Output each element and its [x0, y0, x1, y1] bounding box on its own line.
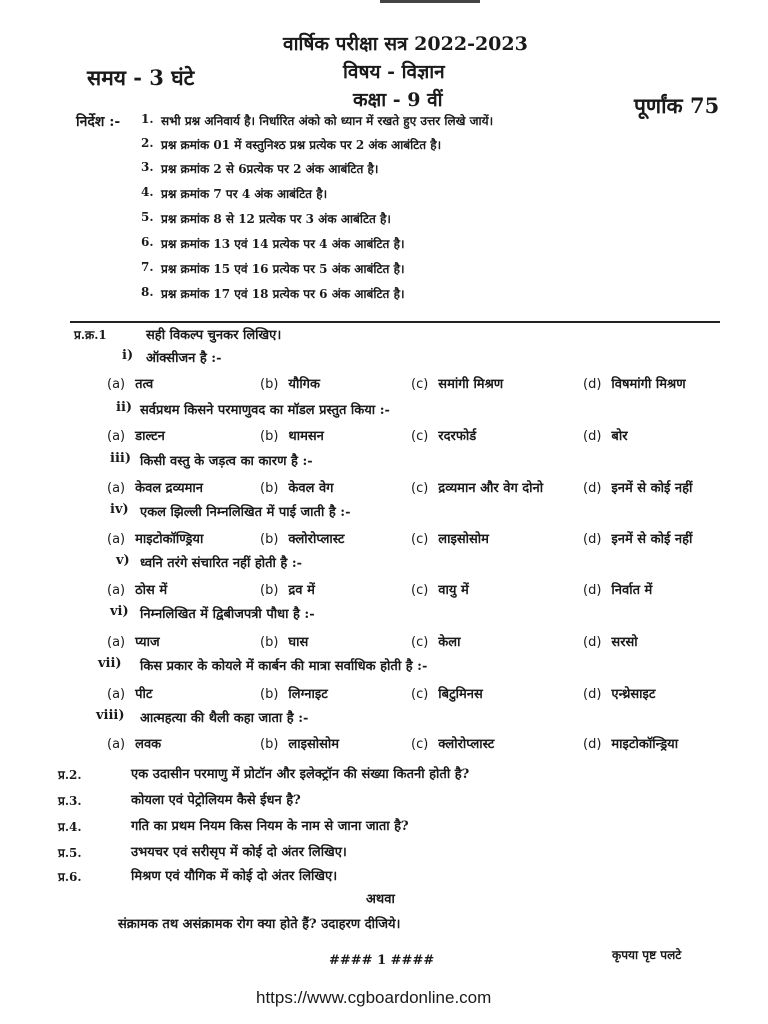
option [411, 529, 489, 547]
option [260, 529, 344, 547]
option-text: सरसो [611, 635, 638, 650]
option-letter: (c) [411, 429, 429, 444]
question-text: मिश्रण एवं यौगिक में कोई दो अंतर लिखिए। [131, 869, 338, 884]
option-letter: (b) [260, 635, 279, 650]
option-text: केवल वेग [288, 481, 334, 496]
option [107, 478, 203, 496]
instruction-number: 7. [141, 260, 154, 274]
option-letter: (d) [583, 737, 602, 752]
class-label: कक्षा - 9 वीं [353, 89, 443, 111]
top-edge-mark [380, 0, 480, 3]
option-letter: (c) [411, 532, 429, 547]
option-letter: (b) [260, 481, 279, 496]
option [107, 734, 161, 752]
option [583, 734, 678, 752]
option-letter: (d) [583, 429, 602, 444]
question-number: प्र.6. [58, 870, 82, 884]
subquestion-number: viii) [96, 708, 125, 723]
subquestion-number: ii) [116, 400, 133, 415]
exam-title: वार्षिक परीक्षा सत्र 2022-2023 [283, 33, 528, 55]
instructions-label: निर्देश :- [76, 114, 121, 130]
option-letter: (b) [260, 583, 279, 598]
instruction-text: प्रश्न क्रमांक 01 में वस्तुनिश्ठ प्रश्न प्रत्येक पर 2 अंक आबंटित है। [161, 138, 442, 152]
option [411, 374, 503, 392]
subquestion-text: ऑक्सीजन है :- [146, 351, 222, 366]
question-number: प्र.5. [58, 846, 82, 860]
option [411, 580, 469, 598]
instruction-number: 8. [141, 285, 154, 299]
subquestion-text: किसी वस्तु के जड़त्व का कारण है :- [140, 454, 313, 469]
option [583, 684, 655, 702]
option-letter: (d) [583, 532, 602, 547]
instruction-text: प्रश्न क्रमांक 15 एवं 16 प्रत्येक पर 5 अंक आबंटित है। [161, 262, 405, 276]
option-text: इनमें से कोई नहीं [611, 532, 693, 547]
option-text: वायु में [438, 583, 469, 598]
option-letter: (b) [260, 377, 279, 392]
instruction-text: प्रश्न क्रमांक 2 से 6प्रत्येक पर 2 अंक आबंटित है। [161, 162, 379, 176]
option [411, 684, 483, 702]
website-url: https://www.cgboardonline.com [256, 988, 492, 1007]
option [107, 684, 152, 702]
option-text: घास [288, 635, 309, 650]
option [411, 632, 460, 650]
subquestion-number: i) [122, 348, 134, 363]
option-letter: (a) [107, 481, 126, 496]
option [583, 580, 652, 598]
option-letter: (b) [260, 429, 279, 444]
option-text: थामसन [288, 429, 324, 444]
option-text: केवल द्रव्यमान [135, 481, 203, 496]
option-text: एन्थ्रेसाइट [611, 687, 656, 702]
option-letter: (c) [411, 377, 429, 392]
or-question: संक्रामक तथ असंक्रामक रोग क्या होते हैं? उदाहरण दीजिये। [118, 917, 401, 932]
option [107, 374, 153, 392]
option-letter: (d) [583, 635, 602, 650]
option-text: निर्वात में [611, 583, 653, 598]
question-number: प्र.3. [58, 794, 82, 808]
option-text: बोर [611, 429, 628, 444]
subquestion-number: vii) [98, 656, 122, 671]
option [107, 426, 165, 444]
option-letter: (c) [411, 635, 429, 650]
instruction-number: 2. [141, 136, 154, 150]
option-text: समांगी मिश्रण [438, 377, 504, 392]
option-letter: (c) [411, 583, 429, 598]
option-text: प्याज [135, 635, 160, 650]
option-letter: (a) [107, 687, 126, 702]
instruction-text: प्रश्न क्रमांक 7 पर 4 अंक आबंटित है। [161, 187, 328, 201]
subquestion-number: vi) [110, 604, 129, 619]
option-text: लवक [135, 737, 162, 752]
option-text: ठोस में [135, 583, 168, 598]
option-text: रदरफोर्ड [438, 429, 477, 444]
option-text: डाल्टन [135, 429, 165, 444]
subquestion-number: v) [116, 553, 130, 568]
option-text: लाइसोसोम [288, 737, 340, 752]
option [260, 580, 315, 598]
option [260, 374, 320, 392]
option-text: तत्व [135, 377, 154, 392]
time-label: समय - 3 घंटे [87, 65, 195, 90]
option [583, 374, 686, 392]
option-letter: (a) [107, 635, 126, 650]
subquestion-text: एकल झिल्ली निम्नलिखित में पाई जाती है :- [140, 505, 351, 520]
option-letter: (c) [411, 737, 429, 752]
subquestion-text: सर्वप्रथम किसने परमाणुवद का मॉडल प्रस्तुत किया :- [140, 403, 390, 418]
question-text: एक उदासीन परमाणु में प्रोटॉन और इलेक्ट्रॉन की संख्या कितनी होती है? [131, 767, 470, 782]
instruction-number: 1. [141, 112, 154, 126]
option-text: द्रव्यमान और वेग दोनो [438, 481, 544, 496]
page-number: #### 1 #### [329, 953, 435, 968]
option-text: क्लोरोप्लास्ट [438, 737, 495, 752]
divider [70, 321, 720, 323]
max-marks-label: पूर्णांक 75 [634, 93, 720, 118]
option-letter: (d) [583, 377, 602, 392]
subject-label: विषय - विज्ञान [343, 61, 445, 83]
option [107, 632, 160, 650]
option-letter: (a) [107, 737, 126, 752]
option-text: लाइसोसोम [438, 532, 489, 547]
option [411, 734, 494, 752]
option [583, 529, 692, 547]
option-text: द्रव में [288, 583, 315, 598]
option-text: माइटोकॉन्ड्रिया [611, 737, 679, 752]
option [583, 478, 692, 496]
subquestion-text: निम्नलिखित में द्विबीजपत्री पौधा है :- [140, 607, 315, 622]
option [260, 684, 328, 702]
option-letter: (c) [411, 687, 429, 702]
option [107, 580, 167, 598]
option-letter: (b) [260, 532, 279, 547]
q1-number: प्र.क्र.1 [74, 328, 107, 342]
option-letter: (c) [411, 481, 429, 496]
instruction-text: सभी प्रश्न अनिवार्य है। निर्धारित अंको को ध्यान में रखते हुए उत्तर लिखे जायें। [161, 114, 494, 128]
option [260, 632, 308, 650]
subquestion-number: iii) [110, 451, 131, 466]
question-number: प्र.4. [58, 820, 82, 834]
option [260, 734, 339, 752]
instruction-text: प्रश्न क्रमांक 17 एवं 18 प्रत्येक पर 6 अंक आबंटित है। [161, 287, 405, 301]
option-letter: (d) [583, 687, 602, 702]
option-letter: (a) [107, 532, 126, 547]
option [583, 426, 628, 444]
option-letter: (b) [260, 737, 279, 752]
turn-over-note: कृपया पृष्ट पलटे [612, 948, 682, 962]
subquestion-text: ध्वनि तरंगे संचारित नहीं होती है :- [140, 556, 303, 571]
option-text: यौगिक [288, 377, 320, 392]
instruction-number: 3. [141, 160, 154, 174]
instruction-number: 5. [141, 210, 154, 224]
option-text: लिग्नाइट [288, 687, 328, 702]
question-text: कोयला एवं पेट्रोलियम कैसे ईधन है? [131, 793, 301, 808]
instruction-number: 6. [141, 235, 154, 249]
q1-text: सही विकल्प चुनकर लिखिए। [146, 328, 282, 343]
option [411, 478, 543, 496]
option [260, 478, 334, 496]
option-letter: (a) [107, 377, 126, 392]
option-letter: (d) [583, 583, 602, 598]
option-text: इनमें से कोई नहीं [611, 481, 693, 496]
subquestion-text: आत्महत्या की थैली कहा जाता है :- [140, 711, 309, 726]
option-text: माइटोकॉण्ड्रिया [135, 532, 204, 547]
option-text: बिटुमिनस [438, 687, 483, 702]
option-text: केला [438, 635, 461, 650]
instruction-text: प्रश्न क्रमांक 13 एवं 14 प्रत्येक पर 4 अंक आबंटित है। [161, 237, 405, 251]
option-text: विषमांगी मिश्रण [611, 377, 686, 392]
question-text: उभयचर एवं सरीसृप में कोई दो अंतर लिखिए। [131, 845, 347, 860]
option [411, 426, 476, 444]
option-letter: (d) [583, 481, 602, 496]
subquestion-number: iv) [110, 502, 129, 517]
subquestion-text: किस प्रकार के कोयले में कार्बन की मात्रा सर्वाधिक होती है :- [140, 659, 428, 674]
instruction-text: प्रश्न क्रमांक 8 से 12 प्रत्येक पर 3 अंक आबंटित है। [161, 212, 391, 226]
option [583, 632, 638, 650]
question-number: प्र.2. [58, 768, 82, 782]
instruction-number: 4. [141, 185, 154, 199]
or-label: अथवा [366, 892, 395, 907]
option-letter: (b) [260, 687, 279, 702]
option [107, 529, 203, 547]
option-text: क्लोरोप्लास्ट [288, 532, 345, 547]
option-text: पीट [135, 687, 153, 702]
option-letter: (a) [107, 429, 126, 444]
question-text: गति का प्रथम नियम किस नियम के नाम से जाना जाता है? [131, 819, 409, 834]
option [260, 426, 324, 444]
option-letter: (a) [107, 583, 126, 598]
